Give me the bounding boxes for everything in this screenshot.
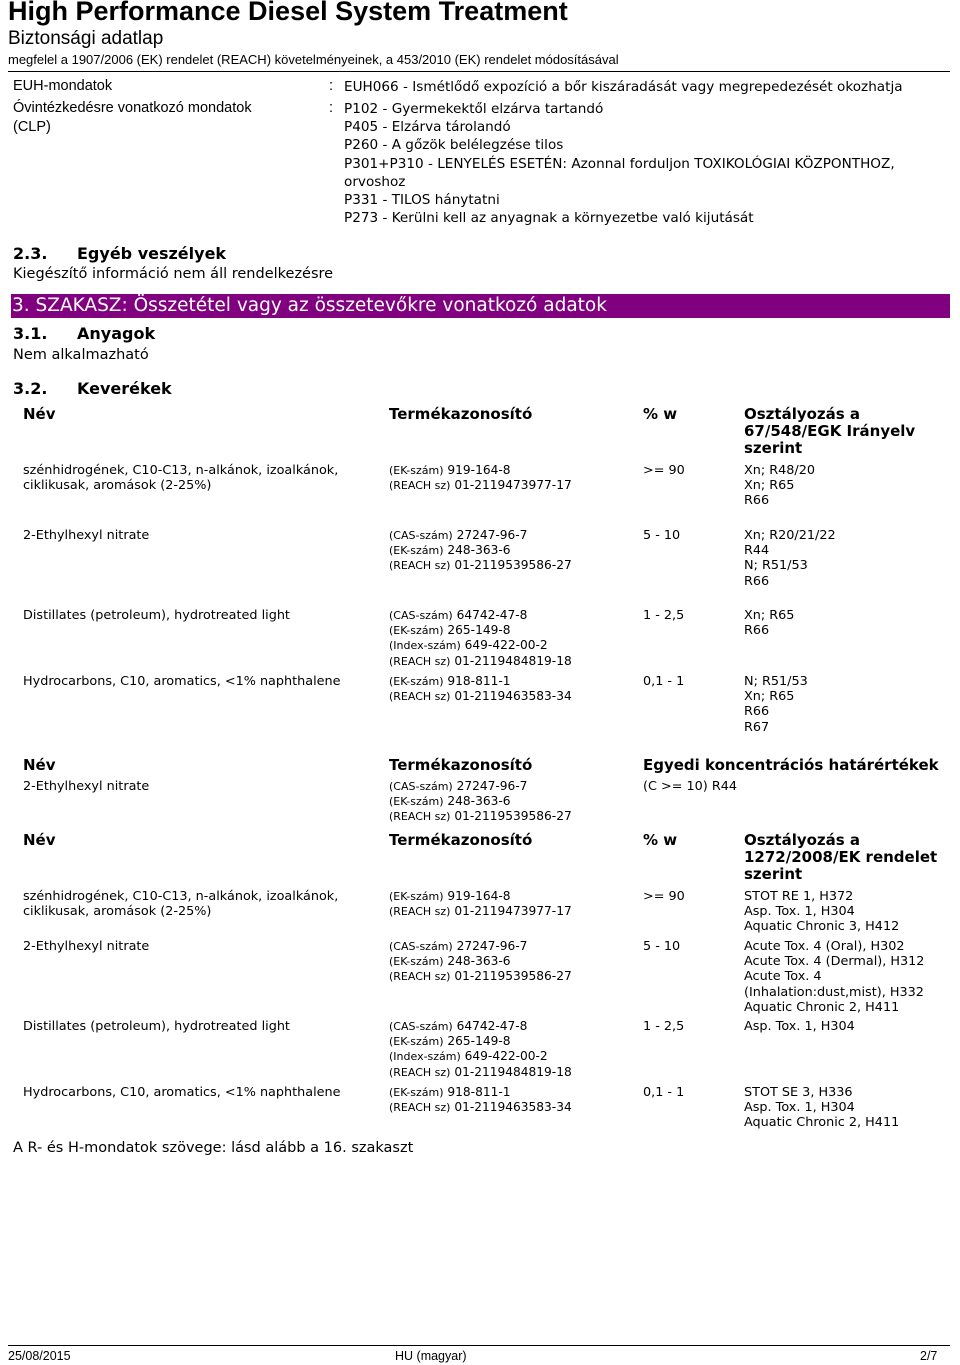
identifier-value: 01-2119473977-17	[454, 904, 572, 919]
identifier-type: (Index-szám)	[389, 1050, 461, 1064]
classification-line: Asp. Tox. 1, H304	[744, 1019, 855, 1034]
table2-row-name: 2-Ethylhexyl nitrate	[23, 779, 150, 794]
table1-header-name: Név	[23, 405, 56, 423]
identifier-type: (REACH sz)	[389, 479, 451, 493]
precaution-label-clp: (CLP)	[13, 119, 51, 135]
identifier-line	[389, 1034, 572, 1049]
table3-header-pct: % w	[643, 831, 678, 849]
identifier-line	[389, 674, 572, 689]
classification-line: (Inhalation:dust,mist), H332	[744, 984, 924, 1000]
identifier-line	[389, 558, 572, 573]
table3-row-name	[23, 889, 338, 919]
identifier-type: (CAS-szám)	[389, 529, 453, 542]
table3-header-id: Termékazonosító	[389, 831, 533, 849]
identifier-value: 919-164-8	[447, 889, 511, 903]
identifier-line	[389, 478, 572, 493]
identifier-line	[389, 939, 572, 954]
identifier-type: (REACH sz)	[389, 970, 451, 984]
document-subtitle: Biztonsági adatlap	[8, 28, 164, 49]
identifier-line	[389, 1065, 572, 1080]
identifier-type: (REACH sz)	[389, 690, 451, 704]
classification-line: Aquatic Chronic 3, H412	[744, 919, 900, 935]
identifier-type: (REACH sz)	[389, 654, 451, 668]
identifier-type: (EK-szám)	[389, 675, 444, 688]
footer-divider	[8, 1345, 950, 1346]
classification-line: R66	[744, 573, 770, 589]
substance-name-line: 2-Ethylhexyl nitrate	[23, 939, 150, 954]
document-title: High Performance Diesel System Treatment	[8, 0, 568, 26]
identifier-line	[389, 543, 572, 558]
identifier-list	[389, 779, 572, 825]
identifier-type: (EK-szám)	[389, 1086, 444, 1099]
identifier-type: (Index-szám)	[389, 639, 461, 653]
identifier-value: 918-811-1	[447, 1085, 511, 1099]
identifier-list	[389, 674, 572, 704]
substance-name-line: ciklikusak, aromások (2-25%)	[23, 904, 212, 920]
table1-row-pct: 0,1 - 1	[643, 674, 685, 689]
header-divider	[8, 71, 950, 72]
table1-row-pct: 5 - 10	[643, 528, 681, 543]
precaution-line: P405 - Elzárva tárolandó	[344, 119, 511, 136]
identifier-value: 248-363-6	[447, 794, 511, 809]
section-3-2-title: Keverékek	[77, 379, 172, 398]
footer-language: HU (magyar)	[395, 1349, 467, 1363]
identifier-line	[389, 528, 572, 543]
classification-line: Aquatic Chronic 2, H411	[744, 999, 900, 1015]
classification-line: Acute Tox. 4 (Oral), H302	[744, 939, 905, 954]
classification-line: R67	[744, 719, 770, 735]
table1-row-classification	[744, 528, 836, 589]
table2-header-name: Név	[23, 756, 56, 774]
identifier-type: (CAS-szám)	[389, 609, 453, 622]
identifier-value: 248-363-6	[447, 543, 511, 558]
identifier-line	[389, 794, 572, 809]
identifier-list	[389, 939, 572, 985]
identifier-line	[389, 904, 572, 919]
identifier-type: (CAS-szám)	[389, 940, 453, 953]
identifier-line	[389, 1049, 572, 1064]
classification-line: R66	[744, 704, 770, 720]
classification-line: STOT RE 1, H372	[744, 889, 854, 904]
identifier-line	[389, 779, 572, 794]
classification-line: Acute Tox. 4	[744, 969, 822, 985]
classification-line: Xn; R48/20	[744, 463, 816, 478]
identifier-value: 265-149-8	[447, 1034, 511, 1049]
identifier-type: (EK-szám)	[389, 955, 444, 969]
identifier-line	[389, 608, 572, 623]
identifier-type: (REACH sz)	[389, 810, 451, 824]
identifier-value: 01-2119473977-17	[454, 478, 572, 493]
table3-row-classification	[744, 1085, 899, 1131]
identifier-type: (EK-szám)	[389, 890, 444, 903]
section-3-2-number: 3.2.	[13, 379, 48, 398]
identifier-list	[389, 463, 572, 493]
identifier-value: 919-164-8	[447, 463, 511, 477]
r-h-phrases-note: A R- és H-mondatok szövege: lásd alább a 16. szakaszt	[13, 1140, 414, 1156]
identifier-line	[389, 1085, 572, 1100]
identifier-list	[389, 889, 572, 919]
identifier-line	[389, 954, 572, 969]
classification-line: R66	[744, 623, 770, 639]
identifier-type: (EK-szám)	[389, 624, 444, 638]
precaution-statements	[344, 100, 895, 227]
precaution-line: P301+P310 - LENYELÉS ESETÉN: Azonnal forduljon TOXIKOLÓGIAI KÖZPONTHOZ,	[344, 155, 895, 172]
identifier-line	[389, 889, 572, 904]
classification-line: N; R51/53	[744, 674, 808, 689]
identifier-value: 01-2119463583-34	[454, 689, 572, 704]
substance-name-line: Distillates (petroleum), hydrotreated light	[23, 1019, 290, 1034]
table3-header-name: Név	[23, 831, 56, 849]
section-3-banner: 3. SZAKASZ: Összetétel vagy az összetevőkre vonatkozó adatok	[11, 294, 950, 318]
section-2-3-text: Kiegészítő információ nem áll rendelkezésre	[13, 266, 334, 282]
precaution-line: P273 - Kerülni kell az anyagnak a környezetbe való kijutását	[344, 210, 754, 227]
table1-row-classification	[744, 608, 794, 638]
classification-line: Aquatic Chronic 2, H411	[744, 1115, 900, 1131]
identifier-type: (EK-szám)	[389, 464, 444, 477]
table1-row-classification	[744, 674, 808, 735]
identifier-line	[389, 1019, 572, 1034]
identifier-type: (EK-szám)	[389, 1035, 444, 1049]
identifier-type: (CAS-szám)	[389, 780, 453, 793]
classification-line: Xn; R65	[744, 478, 795, 494]
identifier-line	[389, 654, 572, 669]
identifier-list	[389, 1019, 572, 1080]
identifier-value: 27247-96-7	[456, 939, 528, 953]
euh-text: EUH066 - Ismétlődő expozíció a bőr kiszáradását vagy megrepedezését okozhatja	[344, 79, 903, 95]
identifier-value: 01-2119539586-27	[454, 809, 572, 824]
precaution-label: Óvintézkedésre vonatkozó mondatok	[13, 100, 252, 116]
substance-name-line: szénhidrogének, C10-C13, n-alkánok, izoalkánok,	[23, 889, 339, 904]
table2-header-id: Termékazonosító	[389, 756, 533, 774]
substance-name-line: Distillates (petroleum), hydrotreated light	[23, 608, 290, 623]
identifier-value: 01-2119484819-18	[454, 653, 572, 668]
table3-row-classification	[744, 1019, 855, 1034]
table3-row-classification	[744, 889, 899, 935]
table3-header-classification: Osztályozás a 1272/2008/EK rendelet szerint	[744, 831, 938, 883]
euh-colon: :	[329, 78, 334, 94]
table1-header-classification: Osztályozás a 67/548/EGK Irányelv szerint	[744, 405, 916, 457]
table3-row-pct: >= 90	[643, 889, 685, 904]
substance-name-line: szénhidrogének, C10-C13, n-alkánok, izoalkánok,	[23, 463, 339, 478]
identifier-type: (REACH sz)	[389, 1065, 451, 1079]
identifier-line	[389, 463, 572, 478]
regulation-note: megfelel a 1907/2006 (EK) rendelet (REACH) követelményeinek, a 453/2010 (EK) rendelet módosításával	[8, 52, 619, 67]
identifier-type: (REACH sz)	[389, 905, 451, 919]
substance-name-line: Hydrocarbons, C10, aromatics, <1% naphthalene	[23, 1085, 341, 1100]
identifier-type: (EK-szám)	[389, 544, 444, 558]
classification-line: N; R51/53	[744, 558, 808, 574]
substance-name-line: 2-Ethylhexyl nitrate	[23, 528, 150, 543]
identifier-line	[389, 1100, 572, 1115]
classification-line: Xn; R20/21/22	[744, 528, 836, 543]
identifier-type: (REACH sz)	[389, 1101, 451, 1115]
substance-name-line: ciklikusak, aromások (2-25%)	[23, 478, 212, 494]
identifier-type: (REACH sz)	[389, 559, 451, 573]
identifier-value: 649-422-00-2	[464, 638, 548, 653]
precaution-line: P102 - Gyermekektől elzárva tartandó	[344, 101, 604, 117]
table3-row-pct: 1 - 2,5	[643, 1019, 685, 1034]
identifier-value: 918-811-1	[447, 674, 511, 688]
table2-row-limit: (C >= 10) R44	[643, 779, 738, 794]
table1-row-name	[23, 608, 290, 623]
table3-row-pct: 0,1 - 1	[643, 1085, 685, 1100]
classification-line: R66	[744, 493, 770, 509]
identifier-line	[389, 638, 572, 653]
identifier-type: (EK-szám)	[389, 795, 444, 809]
table2-row-ids	[389, 779, 572, 825]
identifier-value: 265-149-8	[447, 623, 511, 638]
table1-row-name	[23, 463, 338, 493]
identifier-value: 64742-47-8	[456, 1019, 528, 1033]
section-2-3-title: Egyéb veszélyek	[77, 244, 227, 263]
table1-row-pct: 1 - 2,5	[643, 608, 685, 623]
footer-page-number: 2/7	[920, 1349, 938, 1363]
table2-header-limit: Egyedi koncentrációs határértékek	[643, 756, 939, 774]
identifier-value: 27247-96-7	[456, 779, 528, 793]
table3-row-pct: 5 - 10	[643, 939, 681, 954]
identifier-line	[389, 969, 572, 984]
table1-row-pct: >= 90	[643, 463, 685, 478]
classification-line: Xn; R65	[744, 608, 795, 623]
precaution-line: P260 - A gőzök belélegzése tilos	[344, 137, 564, 154]
identifier-line	[389, 689, 572, 704]
identifier-type: (CAS-szám)	[389, 1020, 453, 1033]
classification-line: Xn; R65	[744, 689, 795, 705]
classification-line: STOT SE 3, H336	[744, 1085, 853, 1100]
precaution-line: orvoshoz	[344, 173, 406, 190]
precaution-line: P331 - TILOS hánytatni	[344, 192, 500, 209]
identifier-value: 649-422-00-2	[464, 1049, 548, 1064]
table3-row-name	[23, 939, 149, 954]
table3-row-name	[23, 1019, 290, 1034]
identifier-value: 01-2119539586-27	[454, 969, 572, 984]
substance-name-line: Hydrocarbons, C10, aromatics, <1% naphthalene	[23, 674, 341, 689]
identifier-value: 27247-96-7	[456, 528, 528, 542]
identifier-value: 01-2119463583-34	[454, 1100, 572, 1115]
table3-row-classification	[744, 939, 924, 1015]
table3-row-name	[23, 1085, 341, 1100]
table1-row-name	[23, 674, 341, 689]
section-3-1-text: Nem alkalmazható	[13, 347, 149, 363]
euh-label: EUH-mondatok	[13, 78, 113, 94]
footer-date: 25/08/2015	[8, 1349, 71, 1363]
identifier-line	[389, 623, 572, 638]
identifier-value: 248-363-6	[447, 954, 511, 969]
identifier-list	[389, 608, 572, 669]
classification-line: Asp. Tox. 1, H304	[744, 1100, 855, 1116]
identifier-value: 64742-47-8	[456, 608, 528, 622]
identifier-line	[389, 809, 572, 824]
table1-row-name	[23, 528, 149, 543]
precaution-colon: :	[329, 100, 334, 116]
identifier-list	[389, 1085, 572, 1115]
identifier-value: 01-2119484819-18	[454, 1064, 572, 1079]
section-3-1-title: Anyagok	[77, 324, 156, 343]
table1-header-pct: % w	[643, 405, 678, 423]
identifier-list	[389, 528, 572, 574]
classification-line: Acute Tox. 4 (Dermal), H312	[744, 954, 925, 970]
section-2-3-number: 2.3.	[13, 244, 48, 263]
table1-row-classification	[744, 463, 815, 509]
section-3-1-number: 3.1.	[13, 324, 48, 343]
classification-line: R44	[744, 543, 770, 559]
classification-line: Asp. Tox. 1, H304	[744, 904, 855, 920]
table1-header-id: Termékazonosító	[389, 405, 533, 423]
identifier-value: 01-2119539586-27	[454, 558, 572, 573]
